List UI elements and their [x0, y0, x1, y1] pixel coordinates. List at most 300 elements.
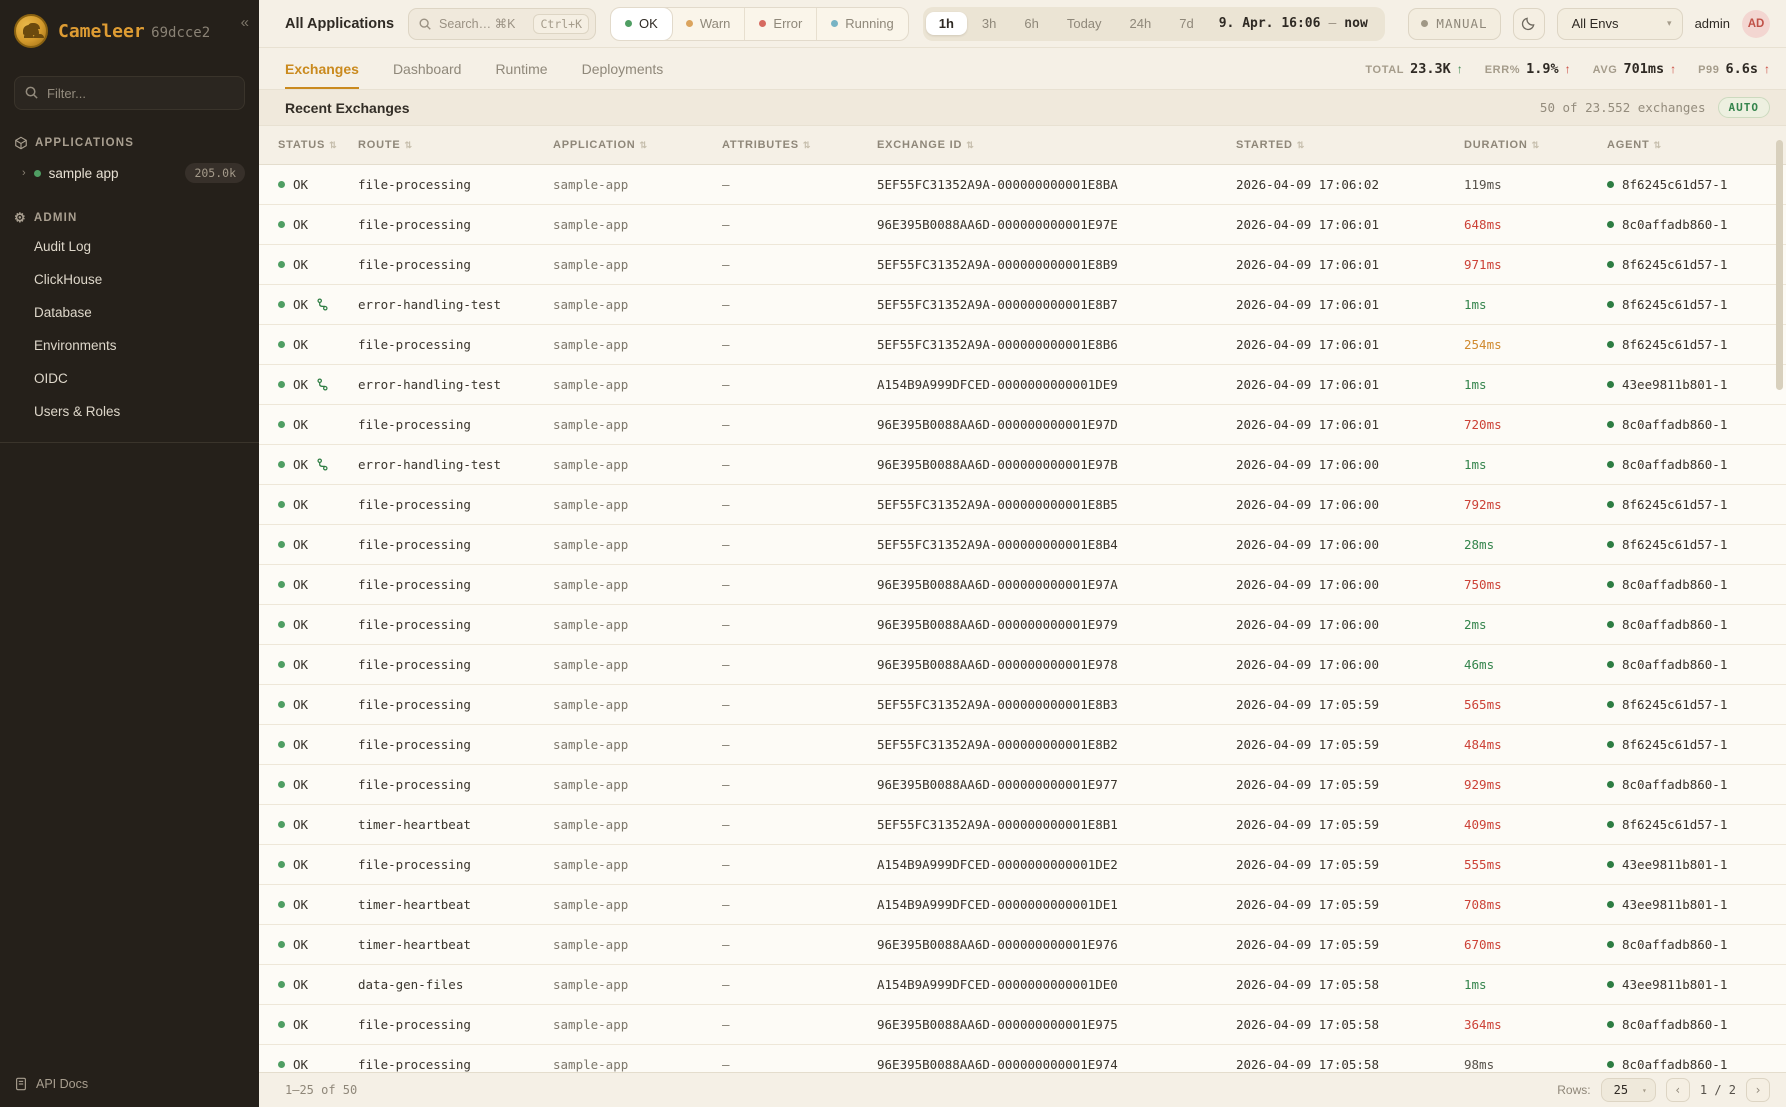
main-content [259, 0, 1786, 1107]
status-text: OK [293, 897, 309, 912]
cell-started: 2026-04-09 17:06:00 [1236, 657, 1379, 672]
status-filter-label: OK [639, 16, 658, 31]
table-row[interactable] [259, 645, 1786, 685]
cell-exchange-id: 96E395B0088AA6D-000000000001E97A [877, 577, 1118, 592]
agent-status-dot [1607, 461, 1614, 468]
agent-status-dot [1607, 381, 1614, 388]
agent-status-dot [1607, 341, 1614, 348]
page-indicator: 1 / 2 [1699, 1083, 1736, 1097]
status-text: OK [293, 817, 309, 832]
env-selected-value: All Envs [1571, 16, 1619, 31]
cell-route: data-gen-files [358, 977, 464, 992]
auto-refresh-badge[interactable]: AUTO [1718, 97, 1771, 118]
ok-status-dot [278, 341, 285, 348]
cell-route: file-processing [358, 697, 471, 712]
gear-icon: ⚙ [14, 210, 27, 225]
cell-attributes: — [722, 1057, 730, 1072]
stat-label: ERR% [1484, 63, 1521, 76]
ok-status-dot [278, 621, 285, 628]
status-text: OK [293, 177, 309, 192]
cell-started: 2026-04-09 17:05:59 [1236, 697, 1379, 712]
sidebar-item-api-docs[interactable] [0, 1061, 259, 1107]
cell-duration: 1ms [1464, 457, 1487, 472]
manual-refresh-button[interactable] [1408, 8, 1500, 40]
cell-started: 2026-04-09 17:05:59 [1236, 777, 1379, 792]
cell-exchange-id: A154B9A999DFCED-0000000000001DE9 [877, 377, 1118, 392]
cameleer-logo-icon [14, 14, 48, 48]
cell-exchange-id: 96E395B0088AA6D-000000000001E979 [877, 617, 1118, 632]
table-row[interactable] [259, 1005, 1786, 1045]
app-title [58, 21, 210, 42]
document-icon [14, 1077, 28, 1091]
table-row[interactable] [259, 205, 1786, 245]
cell-application: sample-app [553, 177, 629, 192]
cell-exchange-id: 5EF55FC31352A9A-000000000001E8B2 [877, 737, 1118, 752]
ok-status-dot [278, 901, 285, 908]
tabs-row [259, 48, 1786, 90]
cell-started: 2026-04-09 17:06:00 [1236, 577, 1379, 592]
table-row[interactable] [259, 805, 1786, 845]
table-row[interactable] [259, 325, 1786, 365]
cell-started: 2026-04-09 17:06:01 [1236, 417, 1379, 432]
app-status-dot [34, 170, 41, 177]
cell-exchange-id: 96E395B0088AA6D-000000000001E975 [877, 1017, 1118, 1032]
cell-attributes: — [722, 377, 730, 392]
table-row[interactable] [259, 885, 1786, 925]
cell-route: file-processing [358, 337, 471, 352]
agent-status-dot [1607, 981, 1614, 988]
vertical-scrollbar[interactable] [1776, 140, 1783, 390]
cell-duration: 2ms [1464, 617, 1487, 632]
sidebar [0, 0, 259, 1107]
cell-started: 2026-04-09 17:06:01 [1236, 257, 1379, 272]
cell-status [278, 1057, 358, 1072]
cell-started: 2026-04-09 17:05:58 [1236, 1057, 1379, 1072]
cell-application: sample-app [553, 537, 629, 552]
status-text: OK [293, 297, 309, 312]
cell-route: file-processing [358, 497, 471, 512]
sidebar-item-users-roles[interactable]: Users & Roles [34, 404, 121, 419]
status-filter-ok[interactable] [611, 8, 672, 40]
table-row[interactable] [259, 1045, 1786, 1072]
time-range-24h[interactable]: 24h [1129, 16, 1152, 31]
cell-exchange-id: 5EF55FC31352A9A-000000000001E8B9 [877, 257, 1118, 272]
column-header-duration[interactable]: DURATION ⇅ [1464, 139, 1607, 151]
cell-agent [1607, 297, 1786, 312]
agent-id: 8c0affadb860-1 [1622, 217, 1728, 232]
fork-icon [316, 378, 329, 391]
cell-route: file-processing [358, 1017, 471, 1032]
cell-attributes: — [722, 257, 730, 272]
status-dot-icon [759, 20, 766, 27]
cell-duration: 708ms [1464, 897, 1502, 912]
cell-agent [1607, 537, 1786, 552]
cell-exchange-id: 96E395B0088AA6D-000000000001E974 [877, 1057, 1118, 1072]
search-input[interactable] [408, 8, 596, 40]
agent-id: 8c0affadb860-1 [1622, 417, 1728, 432]
api-docs-label: API Docs [36, 1077, 89, 1091]
column-header-agent[interactable]: AGENT ⇅ [1607, 139, 1786, 151]
cell-duration: 971ms [1464, 257, 1502, 272]
cell-duration: 565ms [1464, 697, 1502, 712]
cell-attributes: — [722, 297, 730, 312]
sidebar-item-audit-log[interactable]: Audit Log [34, 239, 92, 254]
sidebar-item-environments[interactable]: Environments [34, 338, 117, 353]
cell-application: sample-app [553, 937, 629, 952]
cell-exchange-id: 5EF55FC31352A9A-000000000001E8BA [877, 177, 1118, 192]
cell-started: 2026-04-09 17:05:59 [1236, 897, 1379, 912]
cell-status [278, 217, 358, 232]
ok-status-dot [278, 581, 285, 588]
status-dot-icon [625, 20, 632, 27]
cell-exchange-id: A154B9A999DFCED-0000000000001DE2 [877, 857, 1118, 872]
cube-icon [14, 136, 28, 150]
agent-status-dot [1607, 1061, 1614, 1068]
cell-duration: 364ms [1464, 1017, 1502, 1032]
stats-strip [1365, 48, 1770, 89]
column-header-status[interactable]: STATUS ⇅ [278, 139, 358, 151]
cell-application: sample-app [553, 577, 629, 592]
time-from: 9. Apr. 16:06 [1218, 16, 1321, 31]
column-header-application[interactable]: APPLICATION ⇅ [553, 139, 722, 151]
status-text: OK [293, 777, 309, 792]
ok-status-dot [278, 181, 285, 188]
section-title: Recent Exchanges [285, 99, 410, 116]
status-filter-error[interactable] [745, 8, 817, 40]
cell-started: 2026-04-09 17:05:59 [1236, 857, 1379, 872]
time-range-6h[interactable]: 6h [1024, 16, 1039, 31]
cell-attributes: — [722, 337, 730, 352]
stat-value: 1.9% [1526, 60, 1559, 77]
tab-runtime[interactable]: Runtime [495, 60, 548, 77]
cell-duration: 750ms [1464, 577, 1502, 592]
cell-route: file-processing [358, 857, 471, 872]
agent-id: 43ee9811b801-1 [1622, 897, 1728, 912]
status-text: OK [293, 617, 309, 632]
cell-exchange-id: A154B9A999DFCED-0000000000001DE1 [877, 897, 1118, 912]
sidebar-item-sample-app[interactable] [0, 154, 259, 192]
status-filter-warn[interactable] [672, 8, 746, 40]
app-name: Cameleer [58, 20, 145, 42]
cell-status [278, 497, 358, 512]
time-range-segments [926, 12, 1207, 35]
rows-per-page-select[interactable] [1601, 1078, 1656, 1102]
cell-agent [1607, 457, 1786, 472]
chevron-down-icon: ▾ [1667, 18, 1672, 28]
ok-status-dot [278, 221, 285, 228]
agent-status-dot [1607, 701, 1614, 708]
table-row[interactable] [259, 685, 1786, 725]
cell-agent [1607, 177, 1786, 192]
cell-started: 2026-04-09 17:05:58 [1236, 977, 1379, 992]
status-text: OK [293, 737, 309, 752]
cell-duration: 254ms [1464, 337, 1502, 352]
topbar [259, 0, 1786, 48]
cell-route: file-processing [358, 177, 471, 192]
ok-status-dot [278, 501, 285, 508]
time-range-1h[interactable]: 1h [926, 12, 967, 35]
cell-route: error-handling-test [358, 457, 501, 472]
column-header-attributes[interactable]: ATTRIBUTES ⇅ [722, 139, 877, 151]
admin-menu [0, 230, 259, 428]
sidebar-item-oidc[interactable]: OIDC [34, 371, 68, 386]
next-page-button[interactable]: › [1746, 1078, 1770, 1102]
cell-attributes: — [722, 657, 730, 672]
cell-attributes: — [722, 217, 730, 232]
cell-duration: 670ms [1464, 937, 1502, 952]
agent-id: 8f6245c61d57-1 [1622, 817, 1728, 832]
cell-agent [1607, 857, 1786, 872]
rows-per-page-label: Rows: [1557, 1083, 1591, 1097]
ok-status-dot [278, 421, 285, 428]
time-range-7d[interactable]: 7d [1179, 16, 1194, 31]
exchange-count-caption: 50 of 23.552 exchanges [1539, 100, 1706, 115]
table-row[interactable] [259, 245, 1786, 285]
applications-section-header [0, 118, 259, 154]
cell-status [278, 257, 358, 272]
cell-exchange-id: A154B9A999DFCED-0000000000001DE0 [877, 977, 1118, 992]
ok-status-dot [278, 701, 285, 708]
cell-agent [1607, 897, 1786, 912]
cell-exchange-id: 96E395B0088AA6D-000000000001E97E [877, 217, 1118, 232]
stat-value: 23.3K [1410, 60, 1451, 77]
time-range-today[interactable]: Today [1066, 16, 1102, 31]
cell-agent [1607, 217, 1786, 232]
tab-deployments[interactable]: Deployments [581, 60, 664, 77]
cell-route: error-handling-test [358, 297, 501, 312]
status-text: OK [293, 497, 309, 512]
agent-status-dot [1607, 1021, 1614, 1028]
time-separator: — [1328, 16, 1337, 31]
ok-status-dot [278, 261, 285, 268]
column-header-exchange-id[interactable]: EXCHANGE ID ⇅ [877, 139, 1236, 151]
table-row[interactable] [259, 285, 1786, 325]
status-text: OK [293, 257, 309, 272]
cell-application: sample-app [553, 617, 629, 632]
filter-input[interactable] [14, 76, 245, 110]
cell-route: file-processing [358, 657, 471, 672]
cell-agent [1607, 697, 1786, 712]
table-row[interactable] [259, 445, 1786, 485]
cell-application: sample-app [553, 817, 629, 832]
cell-status [278, 297, 358, 312]
cell-status [278, 697, 358, 712]
cell-exchange-id: 96E395B0088AA6D-000000000001E976 [877, 937, 1118, 952]
table-row[interactable] [259, 965, 1786, 1005]
chevron-down-icon: ▾ [1642, 1085, 1647, 1095]
cell-exchange-id: 5EF55FC31352A9A-000000000001E8B6 [877, 337, 1118, 352]
cell-exchange-id: 5EF55FC31352A9A-000000000001E8B5 [877, 497, 1118, 512]
agent-id: 8f6245c61d57-1 [1622, 697, 1728, 712]
sidebar-collapse-icon[interactable]: « [240, 14, 249, 31]
agent-status-dot [1607, 901, 1614, 908]
agent-id: 8f6245c61d57-1 [1622, 497, 1728, 512]
cell-application: sample-app [553, 457, 629, 472]
ok-status-dot [278, 821, 285, 828]
cell-route: file-processing [358, 617, 471, 632]
time-range-display[interactable] [1209, 16, 1382, 31]
cell-attributes: — [722, 777, 730, 792]
agent-id: 8f6245c61d57-1 [1622, 257, 1728, 272]
cell-application: sample-app [553, 1057, 629, 1072]
topbar-right [1408, 8, 1770, 40]
table-row[interactable] [259, 485, 1786, 525]
dark-mode-toggle[interactable] [1513, 8, 1545, 40]
cell-application: sample-app [553, 777, 629, 792]
chevron-right-icon[interactable]: › [22, 167, 26, 179]
status-text: OK [293, 697, 309, 712]
cell-status [278, 1017, 358, 1032]
search-icon [418, 17, 432, 31]
cell-agent [1607, 417, 1786, 432]
cell-application: sample-app [553, 1017, 629, 1032]
sidebar-app-name: sample app [48, 165, 119, 181]
cell-route: file-processing [358, 217, 471, 232]
sidebar-item-database[interactable]: Database [34, 305, 92, 320]
table-row[interactable] [259, 765, 1786, 805]
cell-agent [1607, 977, 1786, 992]
stat-value: 6.6s [1725, 60, 1758, 77]
cell-status [278, 337, 358, 352]
agent-id: 8c0affadb860-1 [1622, 777, 1728, 792]
table-row[interactable] [259, 605, 1786, 645]
ok-status-dot [278, 301, 285, 308]
agent-id: 8c0affadb860-1 [1622, 457, 1728, 472]
cell-application: sample-app [553, 417, 629, 432]
cell-attributes: — [722, 457, 730, 472]
cell-route: file-processing [358, 257, 471, 272]
table-row[interactable] [259, 565, 1786, 605]
cell-agent [1607, 737, 1786, 752]
agent-status-dot [1607, 781, 1614, 788]
cell-agent [1607, 1017, 1786, 1032]
table-row[interactable] [259, 725, 1786, 765]
sidebar-item-clickhouse[interactable]: ClickHouse [34, 272, 103, 287]
cell-agent [1607, 657, 1786, 672]
cell-duration: 1ms [1464, 977, 1487, 992]
status-filter-label: Error [773, 16, 803, 31]
status-filter-label: Running [845, 16, 894, 31]
agent-status-dot [1607, 421, 1614, 428]
status-text: OK [293, 1057, 309, 1072]
cell-duration: 1ms [1464, 377, 1487, 392]
stat-avg [1593, 61, 1676, 77]
agent-id: 8c0affadb860-1 [1622, 1057, 1728, 1072]
table-row[interactable] [259, 405, 1786, 445]
row-range-label: 1–25 of 50 [285, 1083, 358, 1097]
search-placeholder: Search… ⌘K [439, 17, 516, 31]
agent-status-dot [1607, 861, 1614, 868]
time-range-3h[interactable]: 3h [981, 16, 997, 31]
status-text: OK [293, 1017, 309, 1032]
cell-started: 2026-04-09 17:06:01 [1236, 377, 1379, 392]
time-range-group [923, 7, 1385, 41]
stat-p99 [1698, 61, 1770, 77]
cell-route: file-processing [358, 777, 471, 792]
column-header-route[interactable]: ROUTE ⇅ [358, 139, 553, 151]
cell-attributes: — [722, 977, 730, 992]
cell-status [278, 737, 358, 752]
column-header-started[interactable]: STARTED ⇅ [1236, 139, 1464, 151]
cell-duration: 792ms [1464, 497, 1502, 512]
table-row[interactable] [259, 165, 1786, 205]
table-row[interactable] [259, 365, 1786, 405]
agent-status-dot [1607, 301, 1614, 308]
cell-duration: 648ms [1464, 217, 1502, 232]
ok-status-dot [278, 861, 285, 868]
cell-started: 2026-04-09 17:06:00 [1236, 497, 1379, 512]
agent-id: 8c0affadb860-1 [1622, 657, 1728, 672]
cell-route: file-processing [358, 577, 471, 592]
ok-status-dot [278, 1021, 285, 1028]
manual-dot-icon [1421, 20, 1428, 27]
cell-started: 2026-04-09 17:05:59 [1236, 817, 1379, 832]
moon-icon [1521, 16, 1536, 31]
cell-started: 2026-04-09 17:06:01 [1236, 217, 1379, 232]
cell-route: file-processing [358, 537, 471, 552]
agent-id: 8f6245c61d57-1 [1622, 737, 1728, 752]
tab-exchanges[interactable]: Exchanges [285, 48, 359, 89]
cell-started: 2026-04-09 17:06:00 [1236, 617, 1379, 632]
cell-agent [1607, 377, 1786, 392]
env-select[interactable] [1557, 8, 1683, 40]
trend-arrow-icon: ↑ [1670, 61, 1677, 76]
cell-attributes: — [722, 577, 730, 592]
stat-label: TOTAL [1365, 63, 1405, 76]
status-filter-running[interactable] [817, 8, 907, 40]
ok-status-dot [278, 541, 285, 548]
status-text: OK [293, 857, 309, 872]
cell-status [278, 777, 358, 792]
tab-dashboard[interactable]: Dashboard [392, 60, 462, 77]
cell-exchange-id: 96E395B0088AA6D-000000000001E97B [877, 457, 1118, 472]
cell-agent [1607, 617, 1786, 632]
cell-attributes: — [722, 537, 730, 552]
cell-route: error-handling-test [358, 377, 501, 392]
status-dot-icon [831, 20, 838, 27]
prev-page-button[interactable]: ‹ [1666, 1078, 1690, 1102]
agent-status-dot [1607, 581, 1614, 588]
agent-status-dot [1607, 181, 1614, 188]
ok-status-dot [278, 781, 285, 788]
cell-status [278, 657, 358, 672]
cell-status [278, 177, 358, 192]
cell-exchange-id: 5EF55FC31352A9A-000000000001E8B7 [877, 297, 1118, 312]
rows-per-page-value: 25 [1613, 1083, 1629, 1097]
stat-err [1485, 61, 1571, 77]
table-row[interactable] [259, 925, 1786, 965]
agent-id: 43ee9811b801-1 [1622, 857, 1728, 872]
cell-agent [1607, 257, 1786, 272]
status-text: OK [293, 537, 309, 552]
status-text: OK [293, 937, 309, 952]
app-exchange-count-badge: 205.0k [185, 163, 245, 183]
cell-status [278, 897, 358, 912]
status-text: OK [293, 337, 309, 352]
cell-route: file-processing [358, 737, 471, 752]
cell-attributes: — [722, 177, 730, 192]
trend-arrow-icon: ↑ [1456, 61, 1463, 76]
cell-attributes: — [722, 937, 730, 952]
cell-attributes: — [722, 617, 730, 632]
agent-status-dot [1607, 541, 1614, 548]
table-row[interactable] [259, 525, 1786, 565]
avatar[interactable]: AD [1742, 10, 1770, 38]
scope-label: All Applications [285, 15, 395, 32]
table-row[interactable] [259, 845, 1786, 885]
cell-agent [1607, 337, 1786, 352]
cell-duration: 1ms [1464, 297, 1487, 312]
